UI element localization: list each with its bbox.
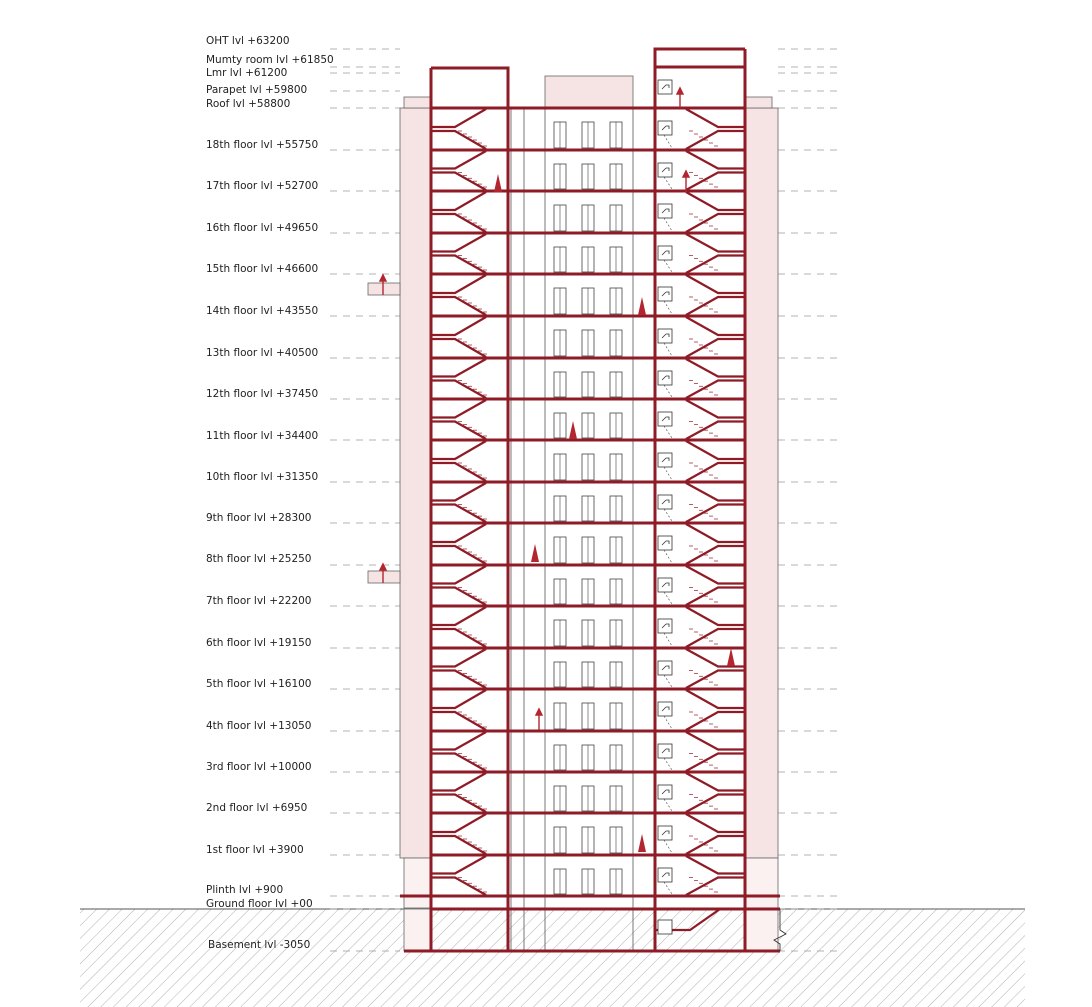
left-stair-flight xyxy=(431,524,487,564)
lift-shaft-doors xyxy=(554,413,622,438)
left-stair-flight xyxy=(431,400,487,439)
lift-shaft-doors xyxy=(554,703,622,729)
left-stair-flight xyxy=(431,483,487,522)
right-stair-flight xyxy=(686,317,745,357)
level-label-lmr: Lmr lvl +61200 xyxy=(206,67,288,79)
lift-shaft-doors xyxy=(554,786,622,811)
right-stair-flight xyxy=(686,856,745,895)
right-stair-flight xyxy=(686,732,745,771)
up-arrow-icon xyxy=(638,297,646,315)
left-stair-flight xyxy=(431,234,487,273)
right-stair-flight xyxy=(686,566,745,605)
left-stair-flight xyxy=(431,607,487,647)
left-stair-flight xyxy=(431,649,487,688)
right-stair-flight xyxy=(686,607,745,647)
right-stair-flight xyxy=(686,275,745,315)
left-stair-flight xyxy=(431,814,487,854)
left-stair-flight xyxy=(431,109,487,149)
level-label-floor-9: 9th floor lvl +28300 xyxy=(206,512,312,524)
right-stair-flight xyxy=(686,690,745,730)
left-stair-flight xyxy=(431,732,487,771)
right-stair-flight xyxy=(686,524,745,564)
lift-cabin-icon xyxy=(658,121,672,148)
level-label-floor-18: 18th floor lvl +55750 xyxy=(206,139,319,151)
level-label-floor-17: 17th floor lvl +52700 xyxy=(206,180,319,192)
level-label-floor-7: 7th floor lvl +22200 xyxy=(206,595,312,607)
right-stair-flight xyxy=(686,773,745,812)
lift-shaft-doors xyxy=(554,869,622,894)
level-label-floor-6: 6th floor lvl +19150 xyxy=(206,637,312,649)
level-label-floor-3: 3rd floor lvl +10000 xyxy=(206,761,312,773)
right-stair-flight xyxy=(686,483,745,522)
level-label-floor-1: 1st floor lvl +3900 xyxy=(206,844,304,856)
right-stair-flight xyxy=(686,441,745,481)
lift-shaft-doors xyxy=(554,330,622,356)
left-stair-flight xyxy=(431,856,487,895)
left-stair-flight xyxy=(431,441,487,481)
lift-cabin-icon xyxy=(658,536,672,563)
up-arrow-icon xyxy=(531,544,539,562)
lift-shaft-doors xyxy=(554,247,622,272)
up-arrow-icon xyxy=(494,174,502,192)
right-stair-flight xyxy=(686,814,745,854)
right-stair-flight xyxy=(686,109,745,149)
level-label-roof: Roof lvl +58800 xyxy=(206,98,291,110)
left-stair-flight xyxy=(431,773,487,812)
left-stair-flight xyxy=(431,690,487,730)
lift-cabin-icon xyxy=(658,453,672,480)
level-label-floor-10: 10th floor lvl +31350 xyxy=(206,471,319,483)
lift-cabin-icon xyxy=(658,661,672,687)
lift-shaft-doors xyxy=(554,620,622,646)
lift-cabin-icon xyxy=(658,619,672,646)
right-stair-flight xyxy=(686,151,745,190)
lift-cabin-icon xyxy=(658,868,672,894)
lift-shaft-doors xyxy=(554,662,622,687)
level-label-plinth: Plinth lvl +900 xyxy=(206,884,284,896)
lift-shaft-doors xyxy=(554,372,622,397)
level-label-floor-16: 16th floor lvl +49650 xyxy=(206,222,319,234)
lift-shaft-doors xyxy=(554,454,622,480)
level-label-floor-13: 13th floor lvl +40500 xyxy=(206,347,319,359)
level-label-floor-12: 12th floor lvl +37450 xyxy=(206,388,319,400)
lift-cabin-icon xyxy=(658,826,672,853)
lift-cabin-icon xyxy=(658,246,672,272)
lift-cabin-icon xyxy=(658,287,672,314)
level-label-mumty-room: Mumty room lvl +61850 xyxy=(206,54,334,66)
lift-shaft-doors xyxy=(554,164,622,189)
level-label-parapet: Parapet lvl +59800 xyxy=(206,84,308,96)
core-internals xyxy=(431,80,745,934)
level-label-basement: Basement lvl -3050 xyxy=(208,939,311,951)
level-label-floor-11: 11th floor lvl +34400 xyxy=(206,430,319,442)
left-stair-flight xyxy=(431,275,487,315)
left-stair-flight xyxy=(431,359,487,398)
level-label-ground-floor: Ground floor lvl +00 xyxy=(206,898,313,910)
lift-shaft-doors xyxy=(554,537,622,563)
right-stair-flight xyxy=(686,649,745,688)
lift-cabin-icon xyxy=(658,578,672,604)
lift-cabin-icon xyxy=(658,329,672,356)
level-labels xyxy=(206,35,334,951)
up-arrow-icon xyxy=(569,421,577,439)
level-label-floor-14: 14th floor lvl +43550 xyxy=(206,305,319,317)
lift-cabin-icon xyxy=(658,495,672,521)
lift-cabin-icon xyxy=(658,744,672,770)
level-label-floor-5: 5th floor lvl +16100 xyxy=(206,678,312,690)
up-arrow-icon xyxy=(727,648,735,666)
lift-shaft-doors xyxy=(554,745,622,770)
ground-hatch xyxy=(80,909,1025,1007)
left-stair-flight xyxy=(431,151,487,190)
lift-cabin-icon xyxy=(658,785,672,811)
level-label-floor-4: 4th floor lvl +13050 xyxy=(206,720,312,732)
level-label-floor-8: 8th floor lvl +25250 xyxy=(206,553,312,565)
level-label-floor-15: 15th floor lvl +46600 xyxy=(206,263,319,275)
lift-cabin-icon xyxy=(658,80,672,94)
left-stair-flight xyxy=(431,317,487,357)
lift-shaft-doors xyxy=(554,122,622,148)
right-stair-flight xyxy=(686,234,745,273)
lift-shaft-doors xyxy=(554,496,622,521)
right-stair-flight xyxy=(686,359,745,398)
right-stair-flight xyxy=(686,192,745,232)
level-label-oht: OHT lvl +63200 xyxy=(206,35,290,47)
lift-cabin-icon xyxy=(658,204,672,231)
lift-cabin-icon xyxy=(658,163,672,189)
lift-cabin-icon xyxy=(658,371,672,397)
lift-shaft-doors xyxy=(554,827,622,853)
level-label-floor-2: 2nd floor lvl +6950 xyxy=(206,802,308,814)
lift-shaft-doors xyxy=(554,205,622,231)
left-stair-flight xyxy=(431,192,487,232)
right-stair-flight xyxy=(686,400,745,439)
lift-shaft-doors xyxy=(554,288,622,314)
up-arrow-icon xyxy=(638,834,646,852)
left-stair-flight xyxy=(431,566,487,605)
lift-cabin-icon xyxy=(658,412,672,438)
lift-shaft-doors xyxy=(554,579,622,604)
lift-cabin-icon xyxy=(658,702,672,729)
direction-arrows xyxy=(380,88,735,852)
